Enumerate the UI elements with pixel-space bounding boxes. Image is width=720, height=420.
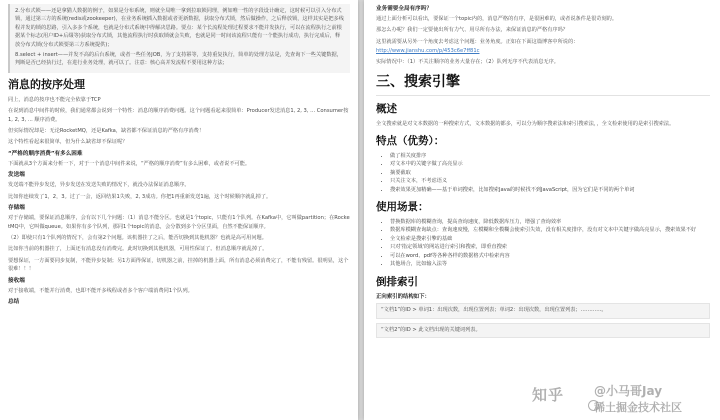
list-item: • 摘要截取: [390, 169, 710, 177]
left-document-page: [0, 0, 358, 420]
subheading-strict-order: “严格的顺序消费”有多么困难: [8, 150, 83, 157]
list-item: • 替换数据库的模糊查询，提高查询速度，降低数据库压力，增强了查询效率: [390, 218, 710, 226]
quote-paragraph: 8.select + insert——并发不高的后台系统，或者一些任务JOB，为了支持幂等，支持重复执行，简单的处理方法是，先查询下一些关键数据，判断是否已经执行过，在进行业务处理，就可以了。注意：核心高并发流程不要用这种方法；: [15, 52, 342, 67]
paragraph: 但实际情况却是：无论RocketMQ，还是Kafka，缺省都不保证消息的严格有序消费！: [8, 128, 205, 135]
blog-link[interactable]: http://www.jianshu.com/p/453c6e7ff81c: [376, 48, 480, 55]
list-item: • 全文检索是搜索引擎的基础: [390, 235, 710, 243]
subheading-summary: 总结: [8, 298, 20, 305]
paragraph: 这个特性看起来很简单，但为什么缺省却不保证呢？: [8, 139, 128, 146]
paragraph: 对于存储端，要保证消息顺序，会有以下几个问题：（1）消息不能分区。也就是1个topic，只能有1个队列。在Kafka中，它叫做partition；在RocketMQ中，它叫做queue。如果你有多个队列，那同1个topic的消息，会分散到多个分区里面，自然不能保证顺序。: [8, 215, 350, 230]
paragraph: 实际情况中：（1）不关注顺序的业务大量存在；（2）队列无序不代表消息无序。: [376, 59, 559, 66]
code-line: “文档2”的ID > 此文档出现的关键词列表。: [381, 326, 481, 333]
paragraph: 那怎么办呢？我们一定要使出所有力气、用尽所有办法，来保证消息的严格有序吗？: [376, 27, 568, 34]
watermark: [532, 382, 712, 416]
heading-overview: 概述: [376, 102, 397, 115]
paragraph: 这里就需要从另外一个角度去考虑这个问题：业务角度。正如在下面这篇博客中所说的：: [376, 38, 579, 45]
usage-list: [376, 218, 710, 268]
list-item: • 对文本中的关键字做了高亮显示: [390, 160, 710, 168]
paragraph: 比如你连续发了1，2，3。过了一会，返回结果1失败，2, 3成功。你把1再重新发送1遍，这个时候顺序就乱掉了。: [8, 193, 272, 200]
paragraph: 下面就从3个方面来分析一下，对于一个消息中间件来说，“严格的顺序消费”有多么困难，或者说不可能。: [8, 160, 251, 167]
subheading-global-order: 业务需要全局有序吗？: [376, 6, 432, 12]
paragraph: 同上，消息的按序也不能完全依靠于TCP: [8, 96, 101, 103]
watermark-handle: @小马哥Jay: [594, 384, 663, 398]
list-item: • 可以在word、pdf等各种各样的数据格式中检索内容: [390, 252, 710, 260]
list-item: • 搜索效果更加精确——基于单词搜索，比如搜索Java的时候找不到JavaScript，因为它们是不同的两个单词: [390, 186, 710, 194]
paragraph: 比如你当前的机器挂了，上面还有消息没有消费完。此时切换到其他机器，可用性保证了。但消息顺序就乱掉了。: [8, 246, 268, 253]
subheading-sender: 发送端: [8, 172, 25, 179]
paragraph: （2）即使只有1个队列的情况下，会有第2个问题。该机器挂了之后，能否切换到其他机器？也就是高可用问题。: [8, 234, 267, 241]
heading-inverted-index: 倒排索引: [376, 275, 418, 288]
paragraph: 在说到消息中间件的时候，我们通常都会说到一个特性：消息的顺序消费问题。这个问题看起来很简单：Producer发送消息1, 2, 3, ... Consumer按1, 2, 3, ... 顺序消费。: [8, 108, 349, 123]
chapter-title-search-engine: 三、搜索引擎: [376, 73, 710, 96]
subheading-receiver: 接收端: [8, 277, 25, 284]
watermark-brand: 知乎: [532, 386, 565, 404]
code-line: “文档1”的ID > 单词1：出现次数，出现位置列表；单词2：出现次数，出现位置列表；…………。: [381, 307, 607, 314]
paragraph: 通过上面分析可以看出，要保证一个topic内的，消息严格的有序，是很困难的，或者说条件是很苛刻的。: [376, 16, 618, 22]
forward-index-label: 正向索引的结构如下：: [376, 293, 430, 300]
paragraph: 全文搜索就是对文本数据的一种搜索方式，文本数据的都多，可以分为顺序搜索法和索引搜索法，，全文检索使用的是索引搜索法。: [376, 120, 675, 127]
paragraph: 对于接收端，不能并行消费，也即不能开多线程或者多个客户端消费同1个队列。: [8, 287, 193, 294]
code-block: [376, 323, 710, 338]
quote-block-idempotency: [8, 4, 350, 73]
list-item: • 只对'指定领域'的网站进行索引和搜索，即垂直搜索: [390, 243, 710, 251]
subheading-storage: 存储端: [8, 205, 25, 212]
list-item: • 做了相关度排序: [390, 152, 710, 160]
paragraph: 发送端不能异步发送，异步发送在发送失败的情况下，就没办法保证消息顺序。: [8, 182, 190, 189]
list-item: • 数据库模糊查询缺点：查询速度慢，左模糊和全模糊会使索引失效，没有相关度排序，没有对文本中关键字做高亮显示，搜索效果不好: [390, 226, 710, 234]
list-item: • 只关注文本，不考虑语义: [390, 177, 710, 185]
heading-features: 特点（优势）：: [376, 135, 445, 148]
quote-paragraph: 2.分布式锁——还是拿猫人数据的例子，如果是分布系统，则就全局唯一拿到拉取锁同理，例如唯一性的字段设计确定，这时候可以引入分布式锁，通过第三方的系统(redis或zookeeper)，在业务系统插入数据或者更新数据，获取分布式锁，然后做操作，之后释放锁，这样其实是把多线程并发的锁的思路，引入多多个系统，也就是分布式系统中得解决思路。要点：某个长流程处理过程要求不能并发执行，可以在流程执行之前根据某个标志(用户ID+后缀等)获取分布式锁，其他流程执行时获取锁就会失败，也就是同一时间该流程只能有一个能执行成功，执行完成后，释放分布式锁(分布式锁要第三方系统提供)；: [15, 8, 344, 48]
list-item: • 其他场合，比如输入法等: [390, 260, 710, 268]
section-title-message-ordering: 消息的按序处理: [8, 77, 85, 91]
code-block: [376, 303, 710, 318]
watermark-community: 稀土掘金技术社区: [594, 401, 682, 414]
heading-usage: 使用场景：: [376, 201, 429, 214]
right-document-page: [364, 0, 720, 420]
feature-list: [376, 152, 710, 194]
paragraph: 要想保证，一方面要同步复制，不能异步复制；另1方面得保证，切机器之前，挂掉的机器上面，所有消息必须消费完了，不能有残留。很明显，这个很难！！！: [8, 257, 349, 273]
